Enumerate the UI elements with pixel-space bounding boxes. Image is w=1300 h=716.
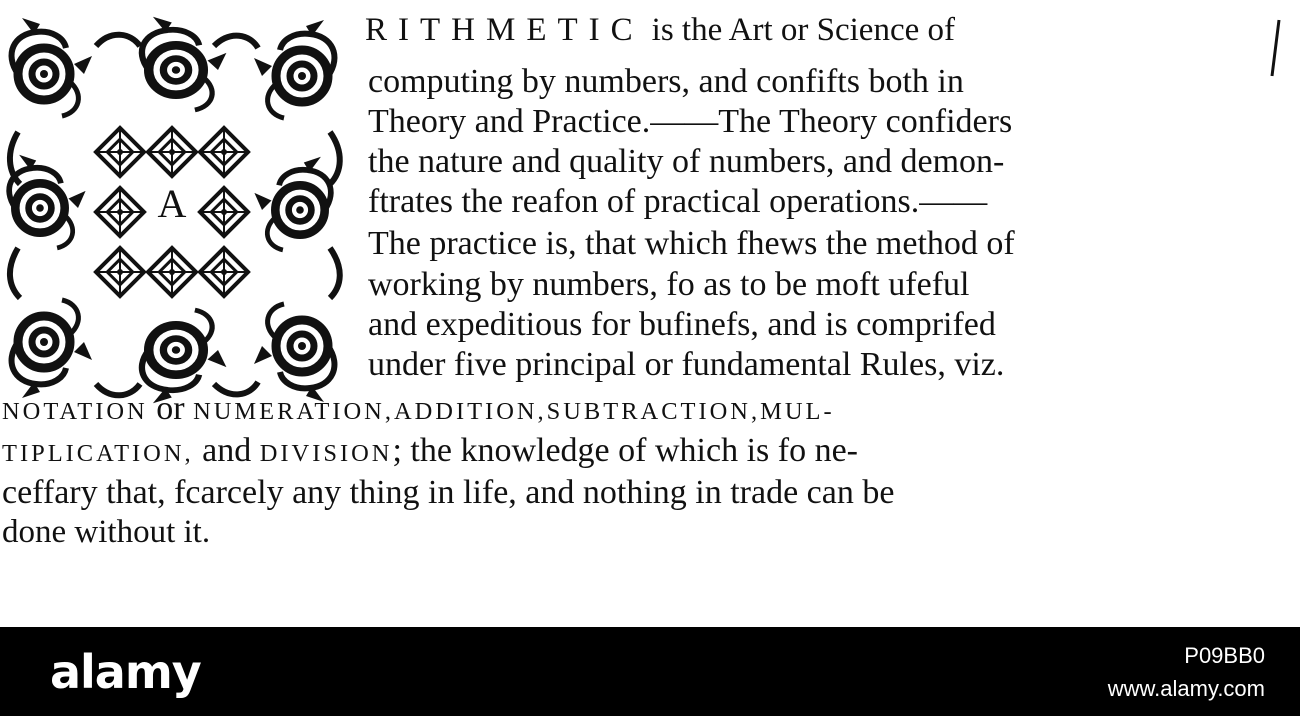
text-line-1 [365, 12, 955, 49]
text-line-8: and expeditious for bufinefs, and is comprifed [368, 306, 996, 343]
text-line-2: computing by numbers, and confifts both in [368, 63, 964, 100]
drop-cap-word: RITHMETIC [365, 12, 644, 48]
text-line-12: ceffary that, fcarcely any thing in life, and nothing in trade can be [2, 474, 895, 511]
small-caps-notation: NOTATION [2, 398, 148, 425]
site-url: www.alamy.com [1107, 676, 1265, 701]
small-caps-addition: ADDITION, [393, 398, 547, 425]
small-caps-tiplication: TIPLICATION, [2, 440, 194, 467]
text-line-5: ftrates the reafon of practical operations.—— [368, 183, 988, 220]
text-line-13: done without it. [2, 514, 211, 550]
line-1-rest: is the Art or Science of [651, 12, 955, 48]
alamy-logo: alamy [50, 645, 201, 699]
initial-letter: A [157, 181, 187, 226]
text-line-9: under five principal or fundamental Rules, viz. [368, 346, 1005, 383]
small-caps-mul: MUL- [760, 398, 835, 425]
text-line-6: The practice is, that which fhews the method of [368, 225, 1015, 262]
text-line-3: Theory and Practice.——The Theory confiders [368, 103, 1013, 140]
text-line-11 [2, 432, 858, 470]
text-line-10 [2, 390, 835, 428]
word-or: or [147, 390, 194, 427]
small-caps-numeration: NUMERATION, [193, 398, 394, 425]
line-11-rest: ; the knowledge of which is fo ne- [392, 432, 858, 469]
word-and: and [193, 432, 260, 469]
text-line-7: working by numbers, fo as to be moft ufeful [368, 266, 970, 303]
image-code: P09BB0 [1184, 643, 1265, 668]
small-caps-subtraction: SUBTRACTION, [546, 398, 761, 425]
small-caps-division: DIVISION [259, 440, 393, 467]
margin-mark-icon [1268, 18, 1282, 78]
text-line-4: the nature and quality of numbers, and demon- [368, 143, 1005, 180]
watermark-band [0, 627, 1300, 716]
scroll-ornament-icon [0, 12, 352, 412]
